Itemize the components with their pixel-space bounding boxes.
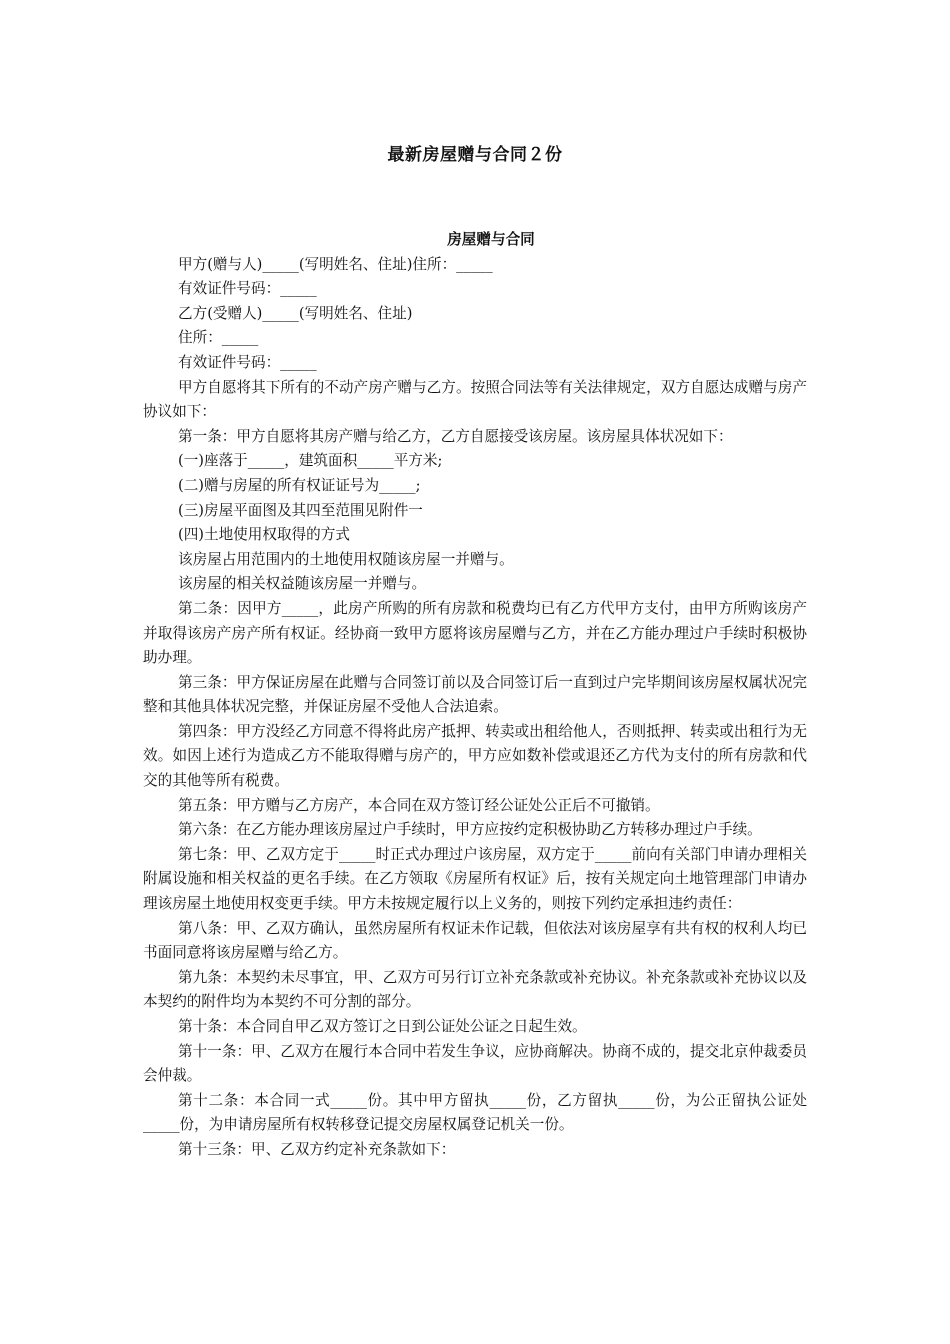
article-3: 第三条：甲方保证房屋在此赠与合同签订前以及合同签订后一直到过户完毕期间该房屋权属状况完整和其他具体状况完整，并保证房屋不受他人合法追索。 — [143, 673, 807, 716]
article-13: 第十三条：甲、乙双方约定补充条款如下： — [178, 1140, 456, 1158]
land-use-paragraph: 该房屋占用范围内的土地使用权随该房屋一并赠与。 — [178, 550, 514, 568]
party-b-address-line: 住所：_____ — [178, 329, 259, 347]
article-4: 第四条：甲方没经乙方同意不得将此房产抵押、转卖或出租给他人，否则抵押、转卖或出租行为无效。如因上述行为造成乙方不能取得赠与房产的，甲方应如数补偿或退还乙方代为支付的所有房款和代交的其他等所有税费。 — [143, 722, 807, 790]
document-title: 最新房屋赠与合同２份 — [387, 145, 563, 165]
article-1-item-3: (三)房屋平面图及其四至范围见附件一 — [178, 501, 423, 519]
contract-subtitle: 房屋赠与合同 — [447, 231, 535, 248]
article-9: 第九条：本契约未尽事宜，甲、乙双方可另行订立补充条款或补充协议。补充条款或补充协议以及本契约的附件均为本契约不可分割的部分。 — [143, 968, 807, 1011]
party-a-id-line: 有效证件号码：_____ — [178, 280, 317, 298]
article-8: 第八条：甲、乙双方确认，虽然房屋所有权证未作记载，但依法对该房屋享有共有权的权利人均已书面同意将该房屋赠与给乙方。 — [143, 919, 807, 962]
article-1: 第一条：甲方自愿将其房产赠与给乙方，乙方自愿接受该房屋。该房屋具体状况如下： — [178, 427, 733, 445]
party-b-line: 乙方(受赠人)_____(写明姓名、住址) — [178, 304, 413, 322]
article-10: 第十条：本合同自甲乙双方签订之日到公证处公证之日起生效。 — [178, 1018, 587, 1035]
preamble-paragraph: 甲方自愿将其下所有的不动产房产赠与乙方。按照合同法等有关法律规定，双方自愿达成赠与房产协议如下： — [143, 378, 807, 421]
related-rights-paragraph: 该房屋的相关权益随该房屋一并赠与。 — [178, 575, 427, 593]
party-a-line: 甲方(赠与人)_____(写明姓名、住址)住所：_____ — [178, 255, 493, 273]
article-2: 第二条：因甲方_____，此房产所购的所有房款和税费均已有乙方代甲方支付，由甲方所购该房产并取得该房产房产所有权证。经协商一致甲方愿将该房屋赠与乙方，并在乙方能办理过户手续时积极协助办理。 — [143, 599, 807, 667]
article-12: 第十二条：本合同一式_____份。其中甲方留执_____份，乙方留执_____份，为公正留执公证处_____份，为申请房屋所有权转移登记提交房屋权属登记机关一份。 — [143, 1091, 807, 1134]
article-5: 第五条：甲方赠与乙方房产，本合同在双方签订经公证处公正后不可撤销。 — [178, 796, 660, 814]
article-6: 第六条：在乙方能办理该房屋过户手续时，甲方应按约定积极协助乙方转移办理过户手续。 — [178, 821, 762, 839]
article-7: 第七条：甲、乙双方定于_____时正式办理过户该房屋，双方定于_____前向有关部门申请办理相关附属设施和相关权益的更名手续。在乙方领取《房屋所有权证》后，按有关规定向土地管理部门申请办理该房屋土地使用权变更手续。甲方未按规定履行以上义务的，则按下列约定承担违约责任： — [143, 845, 807, 913]
article-1-item-2: (二)赠与房屋的所有权证证号为_____; — [178, 476, 421, 494]
article-11: 第十一条：甲、乙双方在履行本合同中若发生争议，应协商解决。协商不成的，提交北京仲裁委员会仲裁。 — [143, 1042, 807, 1085]
article-1-item-4: (四)土地使用权取得的方式 — [178, 526, 350, 544]
document-body — [143, 228, 807, 1163]
article-1-item-1: (一)座落于_____，建筑面积_____平方米; — [178, 452, 443, 470]
party-b-id-line: 有效证件号码：_____ — [178, 353, 317, 371]
